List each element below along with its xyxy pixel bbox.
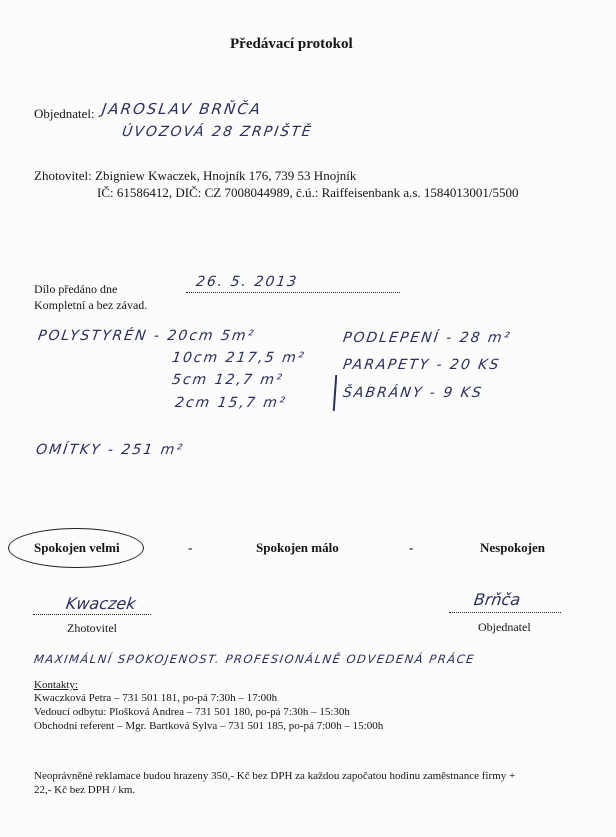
zhotovitel-line2: IČ: 61586412, DIČ: CZ 7008044989, č.ú.: Raiffeisenbank a.s. 1584013001/5500 xyxy=(97,185,519,200)
objednatel-label-bottom: Objednatel xyxy=(478,620,531,634)
handover-date: 26. 5. 2013 xyxy=(194,274,300,290)
rating-nespokojen: Nespokojen xyxy=(480,540,546,555)
rating-spokojen-velmi: Spokojen velmi xyxy=(34,540,120,555)
rating-separator: - xyxy=(409,540,414,555)
page-title: Předávací protokol xyxy=(230,36,353,52)
bracket-mark xyxy=(333,375,338,411)
item-polystyren-2cm: 2cm 15,7 m² xyxy=(173,395,288,411)
customer-comment: MAXIMÁLNÍ SPOKOJENOST. PROFESIONÁLNĚ ODVEDENÁ PRÁCE xyxy=(33,652,476,666)
signature-line-right xyxy=(449,612,561,613)
item-podlepeni: PODLEPENÍ - 28 m² xyxy=(341,330,513,346)
contact-line: Kwaczková Petra – 731 501 181, po-pá 7:30h – 17:00h xyxy=(34,692,278,704)
dilo-label: Dílo předáno dne xyxy=(34,282,118,296)
item-polystyren-10cm: 10cm 217,5 m² xyxy=(170,350,307,366)
dilo-status: Kompletní a bez závad. xyxy=(34,298,148,312)
objednatel-name: JAROSLAV BRŇČA xyxy=(100,100,264,118)
item-polystyren-20cm: POLYSTYRÉN - 20cm 5m² xyxy=(36,328,257,344)
item-sabrany: ŠABRÁNY - 9 KS xyxy=(341,385,484,401)
objednatel-label: Objednatel: xyxy=(34,106,95,121)
contact-line: Vedoucí odbytu: Plošková Andrea – 731 501 180, po-pá 7:30h – 15:30h xyxy=(34,706,350,718)
item-omitky: OMÍTKY - 251 m² xyxy=(34,442,186,458)
claims-note-line2: 22,- Kč bez DPH / km. xyxy=(34,784,136,796)
rating-separator: - xyxy=(188,540,193,555)
item-parapety: PARAPETY - 20 KS xyxy=(341,357,502,373)
signature-zhotovitel: Kwaczek xyxy=(64,594,138,613)
signature-objednatel: Brňča xyxy=(472,590,522,609)
contacts-heading: Kontakty: xyxy=(34,679,78,691)
objednatel-address: ÚVOZOVÁ 28 ZRPIŠTĚ xyxy=(120,124,314,140)
zhotovitel-line1: Zhotovitel: Zbigniew Kwaczek, Hnojník 176, 739 53 Hnojník xyxy=(34,168,357,183)
zhotovitel-label: Zhotovitel xyxy=(67,621,117,635)
rating-spokojen-malo: Spokojen málo xyxy=(256,540,339,555)
signature-line-left xyxy=(33,614,151,615)
claims-note-line1: Neoprávněné reklamace budou hrazeny 350,- Kč bez DPH za každou započatou hodinu zaměstnance firmy + xyxy=(34,770,516,782)
item-polystyren-5cm: 5cm 12,7 m² xyxy=(170,372,285,388)
contact-line: Obchodní referent – Mgr. Bartková Sylva – 731 501 185, po-pá 7:00h – 15:00h xyxy=(34,720,384,732)
date-dotline xyxy=(186,292,400,293)
